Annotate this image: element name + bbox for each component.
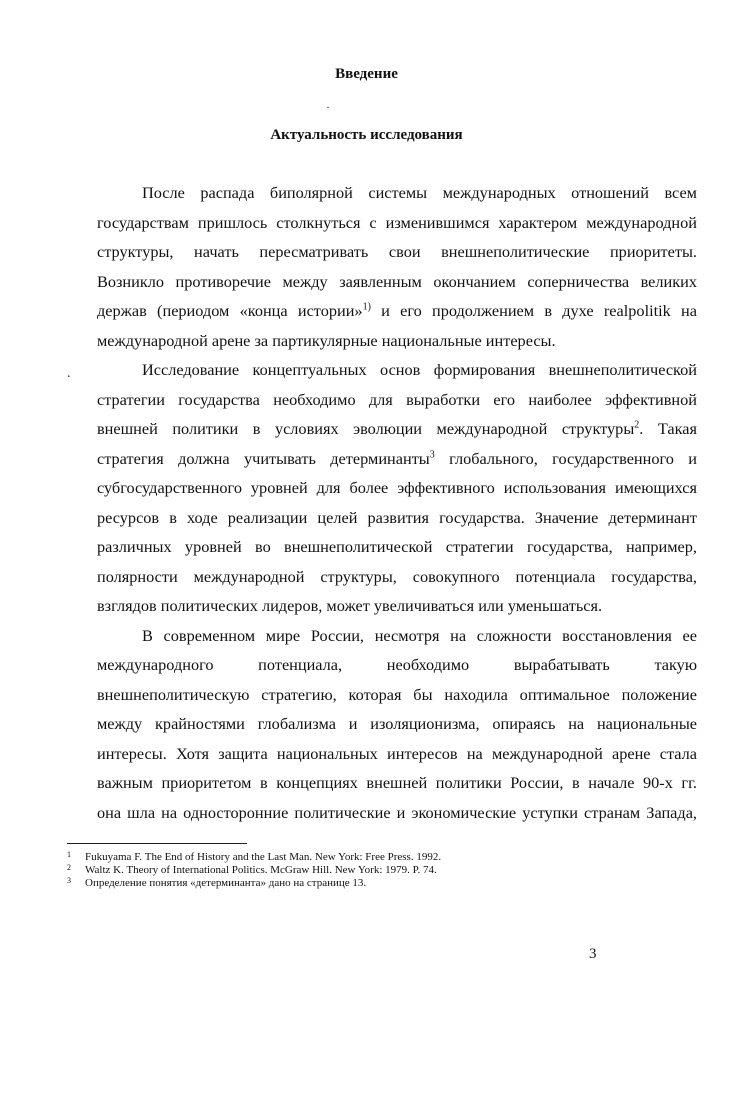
paragraph-3 <box>97 621 697 828</box>
footnote-number: 1 <box>67 850 71 859</box>
footnote-text: Waltz K. Theory of International Politics. McGraw Hill. New York: 1979. P. 74. <box>85 864 437 876</box>
paragraph-2 <box>67 355 697 621</box>
text-line: После распада биполярной системы международных отношений всем <box>142 183 697 202</box>
text-fragment: . Такая <box>639 419 697 438</box>
text-fragment: стратегия должна учитывать детерминанты <box>97 448 430 468</box>
text-line: стратегии государства необходимо для выработки его наиболее эффективной <box>97 389 697 409</box>
text-line: полярности международной структуры, совокупного потенциала государства, <box>97 566 697 586</box>
text-line: ресурсов в ходе реализации целей развития государства. Значение детерминант <box>97 507 697 527</box>
text-line: субгосударственного уровней для более эффективного использования имеющихся <box>97 478 697 497</box>
footnote-3 <box>67 877 667 890</box>
scan-speck: · <box>326 100 330 114</box>
text-line: внешнеполитическую стратегию, которая бы находила оптимальное положение <box>97 684 697 704</box>
text-line <box>97 444 697 474</box>
page-number: 3 <box>589 946 597 962</box>
text-line <box>97 296 697 326</box>
footnote-text: Определение понятия «детерминанта» дано на странице 13. <box>85 877 367 889</box>
subsection-heading-relevance: Актуальность исследования <box>270 127 463 143</box>
text-line: взглядов политических лидеров, может увеличиваться или уменьшаться. <box>97 596 603 615</box>
footnote-number: 2 <box>67 863 71 872</box>
text-line: международной арене за партикулярные национальные интересы. <box>97 330 556 350</box>
footnote-2 <box>67 864 667 877</box>
text-fragment: и его продолжением в духе realpolitik на <box>381 301 697 320</box>
paragraph-1 <box>97 178 697 355</box>
text-line: важным приоритетом в концепциях внешней политики России, в начале 90-х гг. <box>97 773 697 792</box>
section-heading-introduction: Введение <box>335 66 398 82</box>
footnotes <box>67 851 667 890</box>
text-fragment: глобального, государственного и <box>449 448 697 468</box>
text-line: она шла на односторонние политические и экономические уступки странам Запада, <box>97 802 697 822</box>
text-line: Возникло противоречие между заявленным окончанием соперничества великих <box>97 271 697 291</box>
footnote-text: Fukuyama F. The End of History and the Last Man. New York: Free Press. 1992. <box>85 851 442 863</box>
stray-mark: . <box>67 366 71 381</box>
text-line: интересы. Хотя защита национальных интересов на международной арене стала <box>97 743 697 763</box>
footnote-ref-3: 3 <box>429 449 435 461</box>
text-line: различных уровней во внешнеполитической стратегии государства, например, <box>97 537 697 556</box>
footnote-ref-2: 2 <box>634 419 640 431</box>
text-fragment: внешней политики в условиях эволюции международной структуры <box>97 419 635 438</box>
footnote-1 <box>67 851 667 864</box>
text-line: В современном мире России, несмотря на сложности восстановления ее <box>142 625 697 645</box>
text-line: международного потенциала, необходимо вырабатывать такую <box>97 655 697 674</box>
text-fragment: держав (периодом «конца истории» <box>97 301 363 320</box>
footnote-separator <box>67 843 247 844</box>
text-line: структуры, начать пересматривать свои внешнеполитические приоритеты. <box>97 242 697 261</box>
body-text <box>67 178 697 827</box>
text-line: Исследование концептуальных основ формирования внешнеполитической <box>142 360 697 379</box>
text-line: между крайностями глобализма и изоляционизма, опираясь на национальные <box>97 714 697 733</box>
footnote-ref-1: 1) <box>362 301 371 313</box>
text-line: государствам пришлось столкнуться с изменившимся характером международной <box>97 212 697 232</box>
footnote-number: 3 <box>67 876 71 885</box>
text-line <box>97 414 697 444</box>
